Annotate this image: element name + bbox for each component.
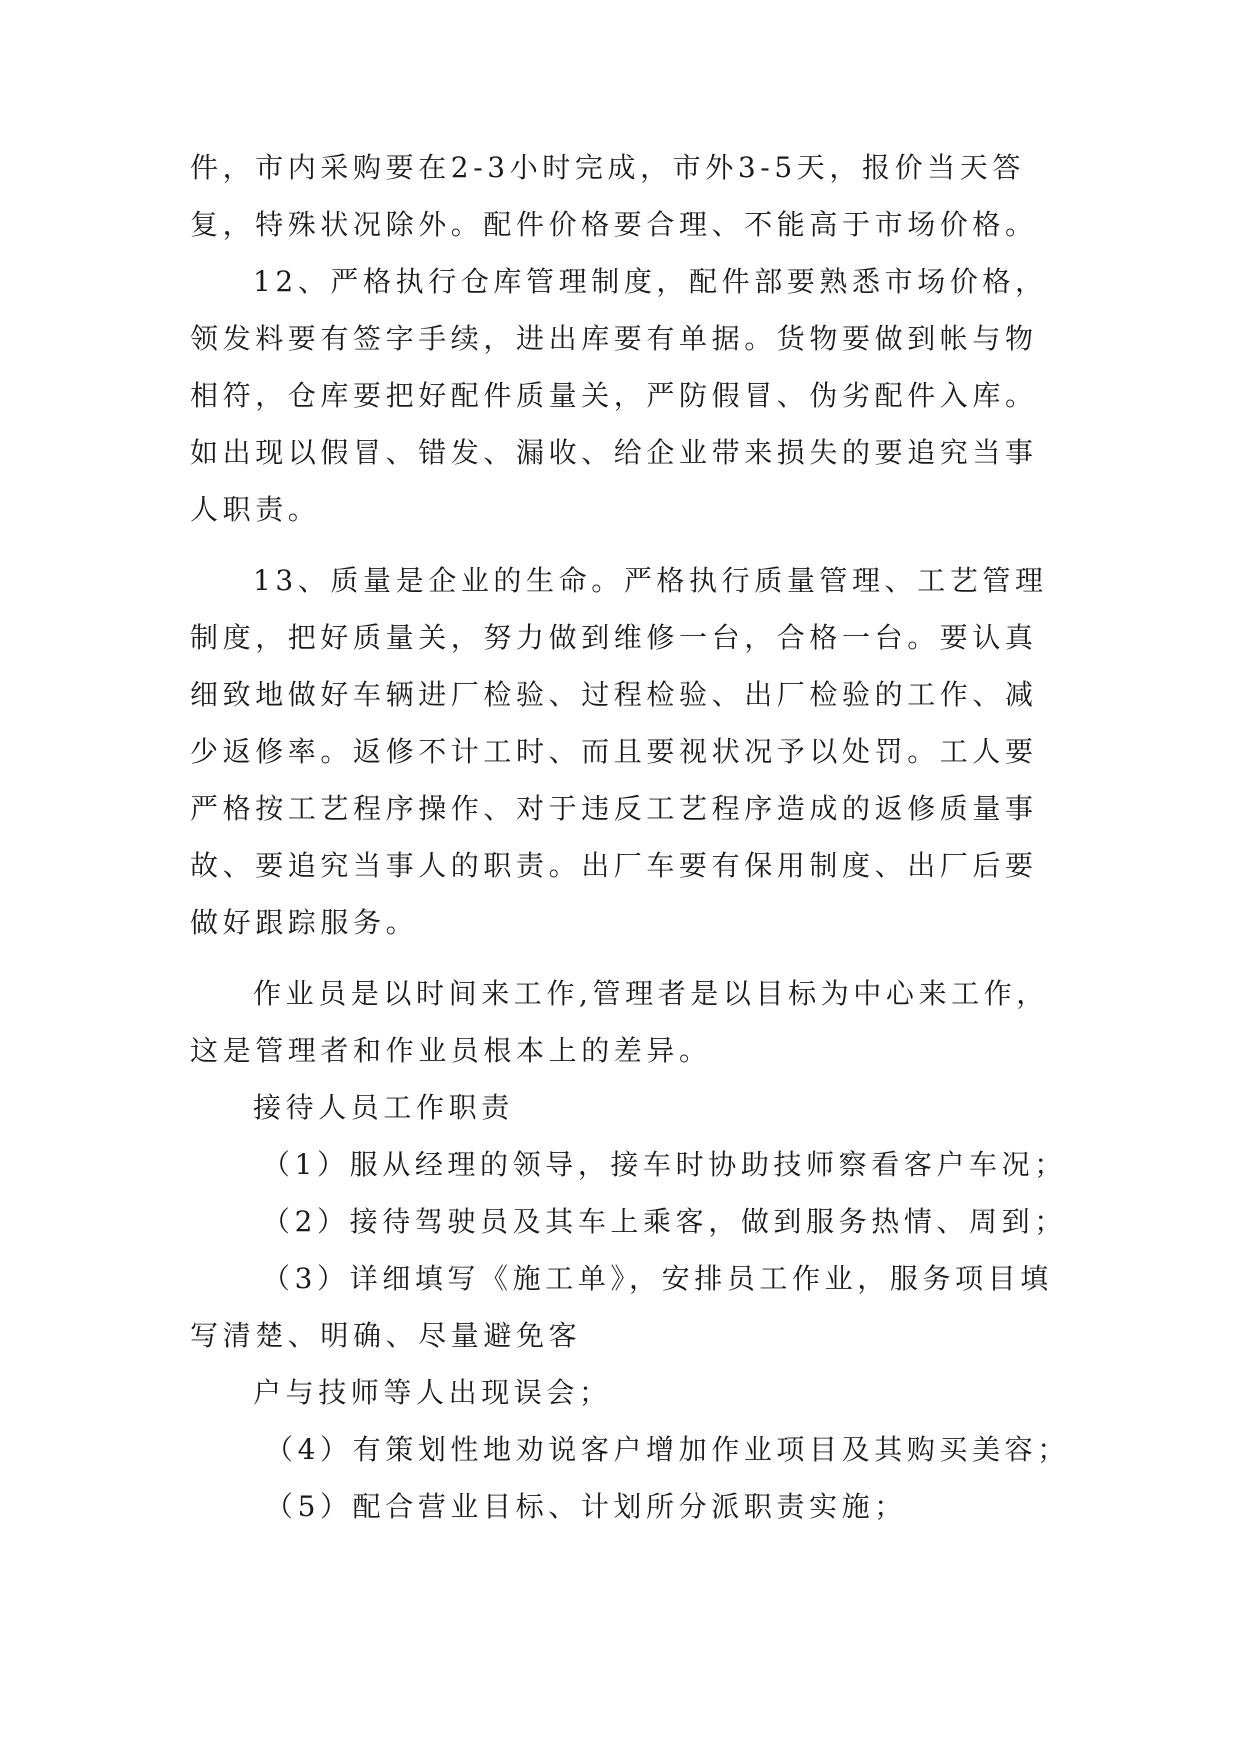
text-line: 少返修率。返修不计工时、而且要视状况予以处罚。工人要 <box>190 735 1038 768</box>
text-line: 细致地做好车辆进厂检验、过程检验、出厂检验的工作、减 <box>190 678 1038 711</box>
list-item: （1）服从经理的领导，接车时协助技师察看客户车况； <box>262 1148 1067 1181</box>
text-line: 这是管理者和作业员根本上的差异。 <box>190 1034 712 1067</box>
text-line: 如出现以假冒、错发、漏收、给企业带来损失的要追究当事 <box>190 436 1038 469</box>
text-line: 件，市内采购要在2-3小时完成，市外3-5天，报价当天答 <box>190 151 1025 184</box>
text-line: 做好跟踪服务。 <box>190 906 419 939</box>
text-line: 户与技师等人出现误会； <box>253 1376 612 1409</box>
text-line: 相符，仓库要把好配件质量关，严防假冒、伪劣配件入库。 <box>190 379 1038 412</box>
list-item: （3）详细填写《施工单》，安排员工作业，服务项目填 <box>262 1262 1053 1295</box>
list-item: （5）配合营业目标、计划所分派职责实施； <box>265 1490 907 1523</box>
text-line: 13、质量是企业的生命。严格执行质量管理、工艺管理 <box>253 564 1048 597</box>
text-line: 写清楚、明确、尽量避免客 <box>190 1319 582 1352</box>
text-line: 领发料要有签字手续，进出库要有单据。货物要做到帐与物 <box>190 322 1038 355</box>
text-line: 严格按工艺程序操作、对于违反工艺程序造成的返修质量事 <box>190 792 1038 825</box>
text-line: 人职责。 <box>190 493 321 526</box>
text-line: 作业员是以时间来工作,管理者是以目标为中心来工作， <box>253 977 1049 1010</box>
list-item: （4）有策划性地劝说客户增加作业项目及其购买美容； <box>265 1433 1070 1466</box>
section-heading: 接待人员工作职责 <box>253 1091 514 1124</box>
text-line: 制度，把好质量关，努力做到维修一台，合格一台。要认真 <box>190 621 1038 654</box>
text-line: 故、要追究当事人的职责。出厂车要有保用制度、出厂后要 <box>190 849 1038 882</box>
text-line: 12、严格执行仓库管理制度，配件部要熟悉市场价格， <box>253 265 1048 298</box>
text-line: 复，特殊状况除外。配件价格要合理、不能高于市场价格。 <box>190 208 1038 241</box>
list-item: （2）接待驾驶员及其车上乘客，做到服务热情、周到； <box>262 1205 1067 1238</box>
